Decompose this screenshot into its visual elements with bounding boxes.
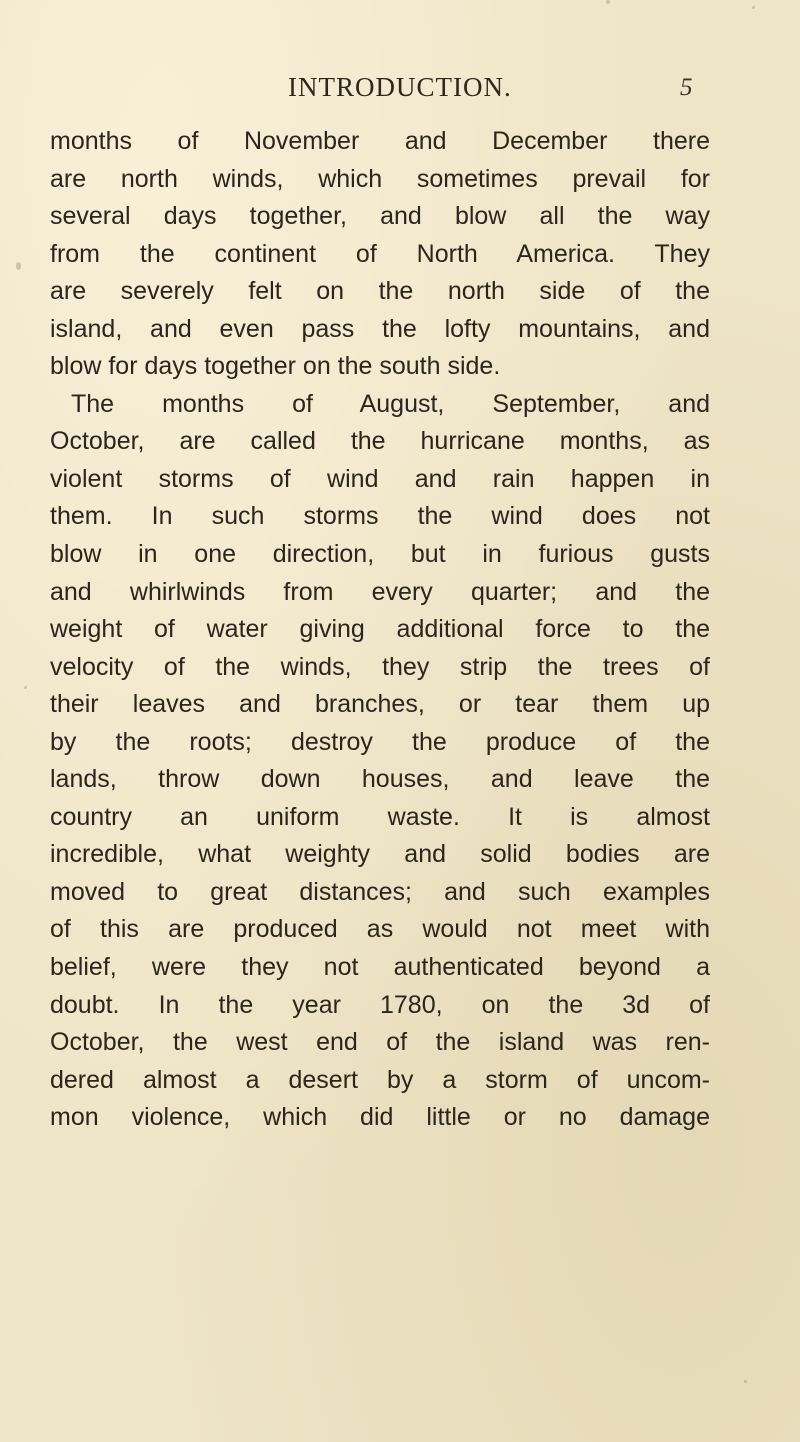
text-line: mon violence, which did little or no damage [50,1103,710,1132]
text-line: and whirlwinds from every quarter; and the [50,577,710,606]
paper-blemish [744,1380,747,1383]
text-line: doubt. In the year 1780, on the 3d of [50,990,710,1019]
text-line: October, are called the hurricane months, as [50,427,710,456]
text-line: of this are produced as would not meet with [50,915,710,944]
page-number: 5 [680,74,693,101]
text-line: violent storms of wind and rain happen in [50,464,710,493]
paper-blemish [24,686,27,689]
text-line: country an uniform waste. It is almost [50,802,710,831]
text-line: from the continent of North America. They [50,239,710,268]
text-line: lands, throw down houses, and leave the [50,765,710,794]
paragraph-start-line: The months of August, September, and [71,389,710,418]
text-line: incredible, what weighty and solid bodies are [50,840,710,869]
text-line: are severely felt on the north side of the [50,277,710,306]
text-line: are north winds, which sometimes prevail for [50,164,710,193]
text-line: by the roots; destroy the produce of the [50,727,710,756]
text-line: October, the west end of the island was ren- [50,1028,710,1057]
text-line: island, and even pass the lofty mountains, and [50,314,710,343]
paper-blemish [752,6,755,9]
text-line: weight of water giving additional force to the [50,615,710,644]
paper-blemish [16,262,21,270]
text-line: velocity of the winds, they strip the trees of [50,652,710,681]
body-text [50,123,710,1137]
text-line: blow in one direction, but in furious gusts [50,540,710,569]
text-line: them. In such storms the wind does not [50,502,710,531]
running-head-title: INTRODUCTION. [288,72,512,102]
text-line: months of November and December there [50,127,710,155]
text-line: several days together, and blow all the way [50,202,710,231]
text-line: blow for days together on the south side. [50,352,501,381]
paper-blemish [606,0,610,4]
text-line: dered almost a desert by a storm of uncom- [50,1065,710,1094]
text-line: their leaves and branches, or tear them up [50,690,710,719]
running-head [0,72,800,112]
text-line: moved to great distances; and such examples [50,877,710,906]
text-line: belief, were they not authenticated beyond a [50,953,710,982]
